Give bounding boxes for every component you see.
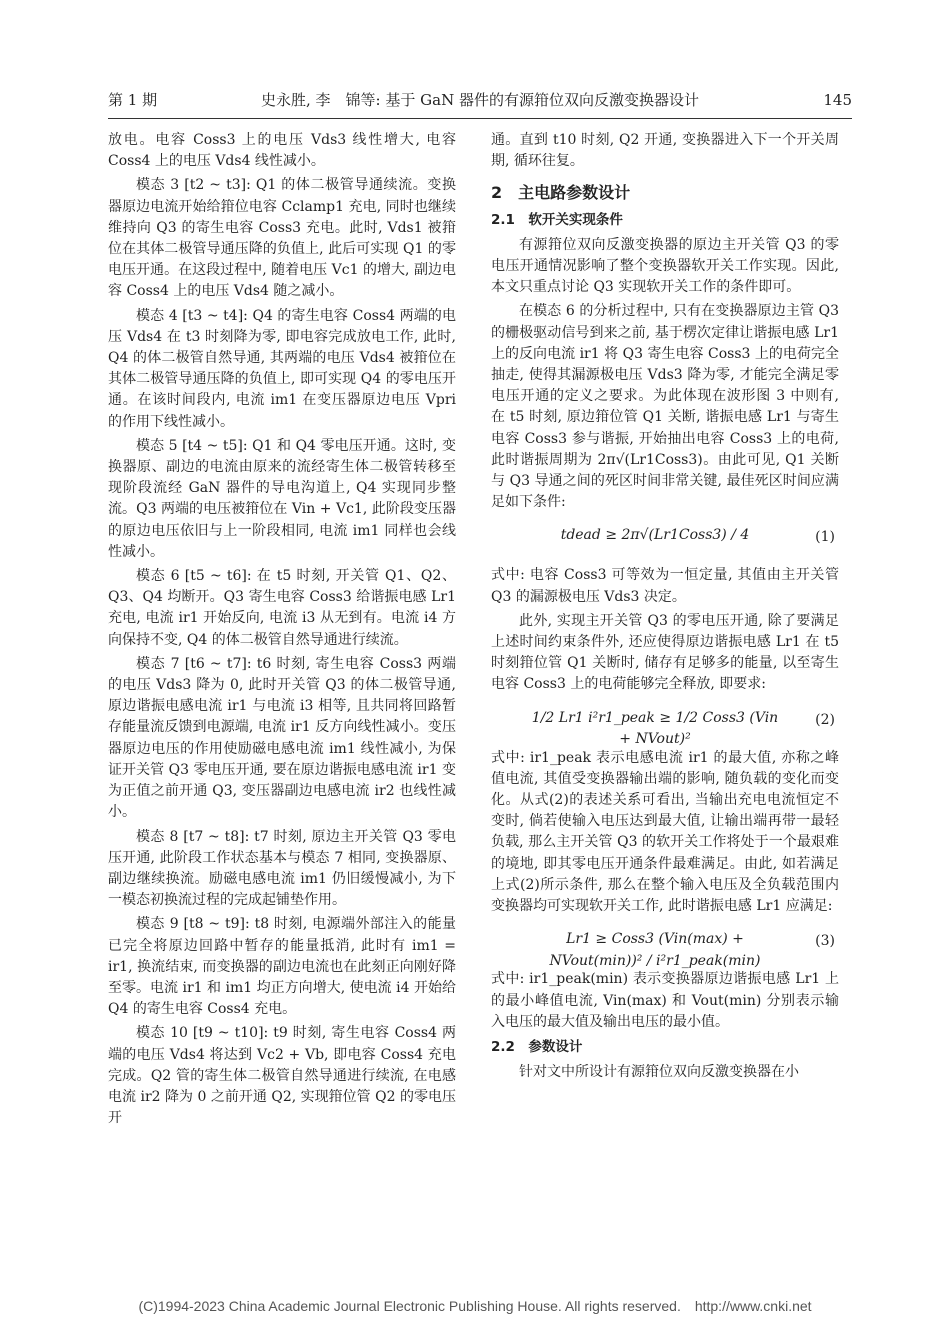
equation-number: (1) [815,529,835,546]
page-number: 145 [823,91,852,109]
equation-3 [491,923,839,969]
paragraph: 式中: 电容 Coss3 可等效为一恒定量, 其值由主开关管 Q3 的漏源极电压 Vds3 决定。 [491,567,839,605]
paragraph-mode-8: 模态 8 [t7 ~ t8]: t7 时刻, 原边主开关管 Q3 零电压开通, 此阶段工作状态基本与模态 7 相同, 变换器原、副边继续换流。励磁电感电流 im1 仍旧缓慢减小, 为下一模态初换流过程的完成起铺垫作用。 [108,828,456,909]
right-column [491,130,839,1086]
copyright-footer: (C)1994-2023 China Academic Journal Electronic Publishing House. All rights reserved. http://www.cnki.net [138,1298,812,1314]
left-column [108,130,456,1132]
equation-2 [491,702,839,747]
running-header [108,88,852,119]
equation-1 [491,519,839,559]
paragraph-mode-4: 模态 4 [t3 ~ t4]: Q4 的寄生电容 Coss4 两端的电压 Vds4 在 t3 时刻降为零, 即电容完成放电工作, 此时, Q4 的体二极管自然导通, 其两端的电压 Vds4 被箝位在其体二极管导通压降的负值上, 即可实现 Q4 的零电压开通。在该时间段内, 电流 im1 在变压器原边电压 Vpri 的作用下线性减小。 [108,307,456,430]
paragraph: 在模态 6 的分析过程中, 只有在变换器原边主管 Q3 的栅极驱动信号到来之前, 基于楞次定律让谐振电感 Lr1 上的反向电流 ir1 将 Q3 寄生电容 Coss3 上的电荷完全抽走, 使得其漏源极电压 Vds3 降为零, 才能完全满足零电压开通的定义之要求。为此体现在波形图 3 中则有, 在 t5 时刻, 原边箝位管 Q1 关断, 谐振电感 Lr1 与寄生电容 Coss3 参与谐振, 开始抽出电容 Coss3 上的电荷, 此时谐振周期为 2π√(Lr1Coss3)。由此可见, Q1 关断与 Q3 导通之间的死区时间非常关键, 最佳死区时间应满足如下条件: [491,303,839,511]
section-heading: 2 主电路参数设计 [491,183,631,203]
subsection-heading: 2.2 参数设计 [491,1038,583,1055]
paragraph: 式中: ir1_peak(min) 表示变换器原边谐振电感 Lr1 上的最小峰值电流, Vin(max) 和 Vout(min) 分别表示输入电压的最大值及输出电压的最小值。 [491,971,839,1030]
equation-body: 1/2 Lr1 i²r1_peak ≥ 1/2 Coss3 (Vin + NVout)² [531,709,779,747]
issue-number: 第 1 期 [108,91,158,109]
paragraph: 此外, 实现主开关管 Q3 的零电压开通, 除了要满足上述时间约束条件外, 还应使得原边谐振电感 Lr1 在 t5 时刻箝位管 Q1 关断时, 储存有足够多的能量, 以至寄生电容 Coss3 上的电荷能够完全释放, 即要求: [491,612,839,693]
equation-number: (3) [815,933,835,950]
equation-number: (2) [815,711,835,728]
running-title: 史永胜, 李 锦等: 基于 GaN 器件的有源箝位双向反激变换器设计 [261,91,699,109]
paragraph-mode-3: 模态 3 [t2 ~ t3]: Q1 的体二极管导通续流。变换器原边电流开始给箝位电容 Cclamp1 充电, 同时也继续维持向 Q3 的寄生电容 Coss3 充电。此时, Vds1 被箝位在其体二极管导通压降的负值上, 此后可实现 Q1 的零电压开通。在这段过程中, 随着电压 Vc1 的增大, 副边电容 Coss4 上的电压 Vds4 随之减小。 [108,177,456,300]
paragraph: 放电。电容 Coss3 上的电压 Vds3 线性增大, 电容 Coss4 上的电压 Vds4 线性减小。 [108,132,456,170]
equation-body: Lr1 ≥ Coss3 (Vin(max) + NVout(min))² / i²r1_peak(min) [549,931,761,969]
paragraph-mode-6: 模态 6 [t5 ~ t6]: 在 t5 时刻, 开关管 Q1、Q2、Q3、Q4 均断开。Q3 寄生电容 Coss3 给谐振电感 Lr1 充电, 电流 ir1 开始反向, 电流 i3 从无到有。电流 i4 方向保持不变, Q4 的体二极管自然导通进行续流。 [108,568,456,648]
paragraph: 针对文中所设计有源箝位双向反激变换器在小 [519,1064,799,1081]
paragraph: 有源箝位双向反激变换器的原边主开关管 Q3 的零电压开通情况影响了整个变换器软开关工作实现。因此, 本文只重点讨论 Q3 实现软开关工作的条件即可。 [491,236,839,296]
paragraph-mode-7: 模态 7 [t6 ~ t7]: t6 时刻, 寄生电容 Coss3 两端的电压 Vds3 降为 0, 此时开关管 Q3 的体二极管导通, 原边谐振电感电流 ir1 与电流 i3 相等, 且共同将回路暂存能量流反馈到电源端, 电流 ir1 反方向线性减小。变压器原边电压的作用使励磁电感电流 im1 线性减小, 为保证开关管 Q3 零电压开通, 要在原边谐振电感电流 ir1 变为正值之前开通 Q3, 变压器副边电感电流 ir2 也线性减小。 [108,655,456,821]
paragraph: 式中: ir1_peak 表示电感电流 ir1 的最大值, 亦称之峰值电流, 其值受变换器输出端的影响, 随负载的变化而变化。从式(2)的表述关系可看出, 当输出充电电流恒定不变时, 倘若使输入电压达到最大值, 让输出端再带一最轻负载, 那么主开关管 Q3 的软开关工作将处于一个最艰难的境地, 即其零电压开通条件最难满足。由此, 如若满足上式(2)所示条件, 那么在整个输入电压及全负载范围内变换器均可实现软开关工作, 此时谐振电感 Lr1 应满足: [491,749,839,915]
paragraph-mode-10: 模态 10 [t9 ~ t10]: t9 时刻, 寄生电容 Coss4 两端的电压 Vds4 将达到 Vc2 + Vb, 即电容 Coss4 充电完成。Q2 管的寄生体二极管自然导通进行续流, 在电感电流 ir2 降为 0 之前开通 Q2, 实现箝位管 Q2 的零电压开 [108,1025,456,1127]
subsection-heading: 2.1 软开关实现条件 [491,211,623,228]
paragraph-mode-5: 模态 5 [t4 ~ t5]: Q1 和 Q4 零电压开通。这时, 变换器原、副边的电流由原来的流经寄生体二极管转移至现阶段流经 GaN 器件的导电沟道上, Q4 实现同步整流。Q3 两端的电压被箝位在 Vin + Vc1, 此阶段变压器的原边电压依旧与上一阶段相同, 电流 im1 同样也会线性减小。 [108,437,456,560]
paragraph-mode-9: 模态 9 [t8 ~ t9]: t8 时刻, 电源端外部注入的能量已完全将原边回路中暂存的能量抵消, 此时有 im1 = ir1, 换流结束, 而变换器的副边电流也在此刻正向刚好降至零。电流 ir1 和 im1 均正方向增大, 使电流 i4 开始给 Q4 的寄生电容 Coss4 充电。 [108,916,456,1018]
paragraph-continued: 通。直到 t10 时刻, Q2 开通, 变换器进入下一个开关周期, 循环往复。 [491,132,839,170]
equation-body: tdead ≥ 2π√(Lr1Coss3) / 4 [560,527,750,544]
